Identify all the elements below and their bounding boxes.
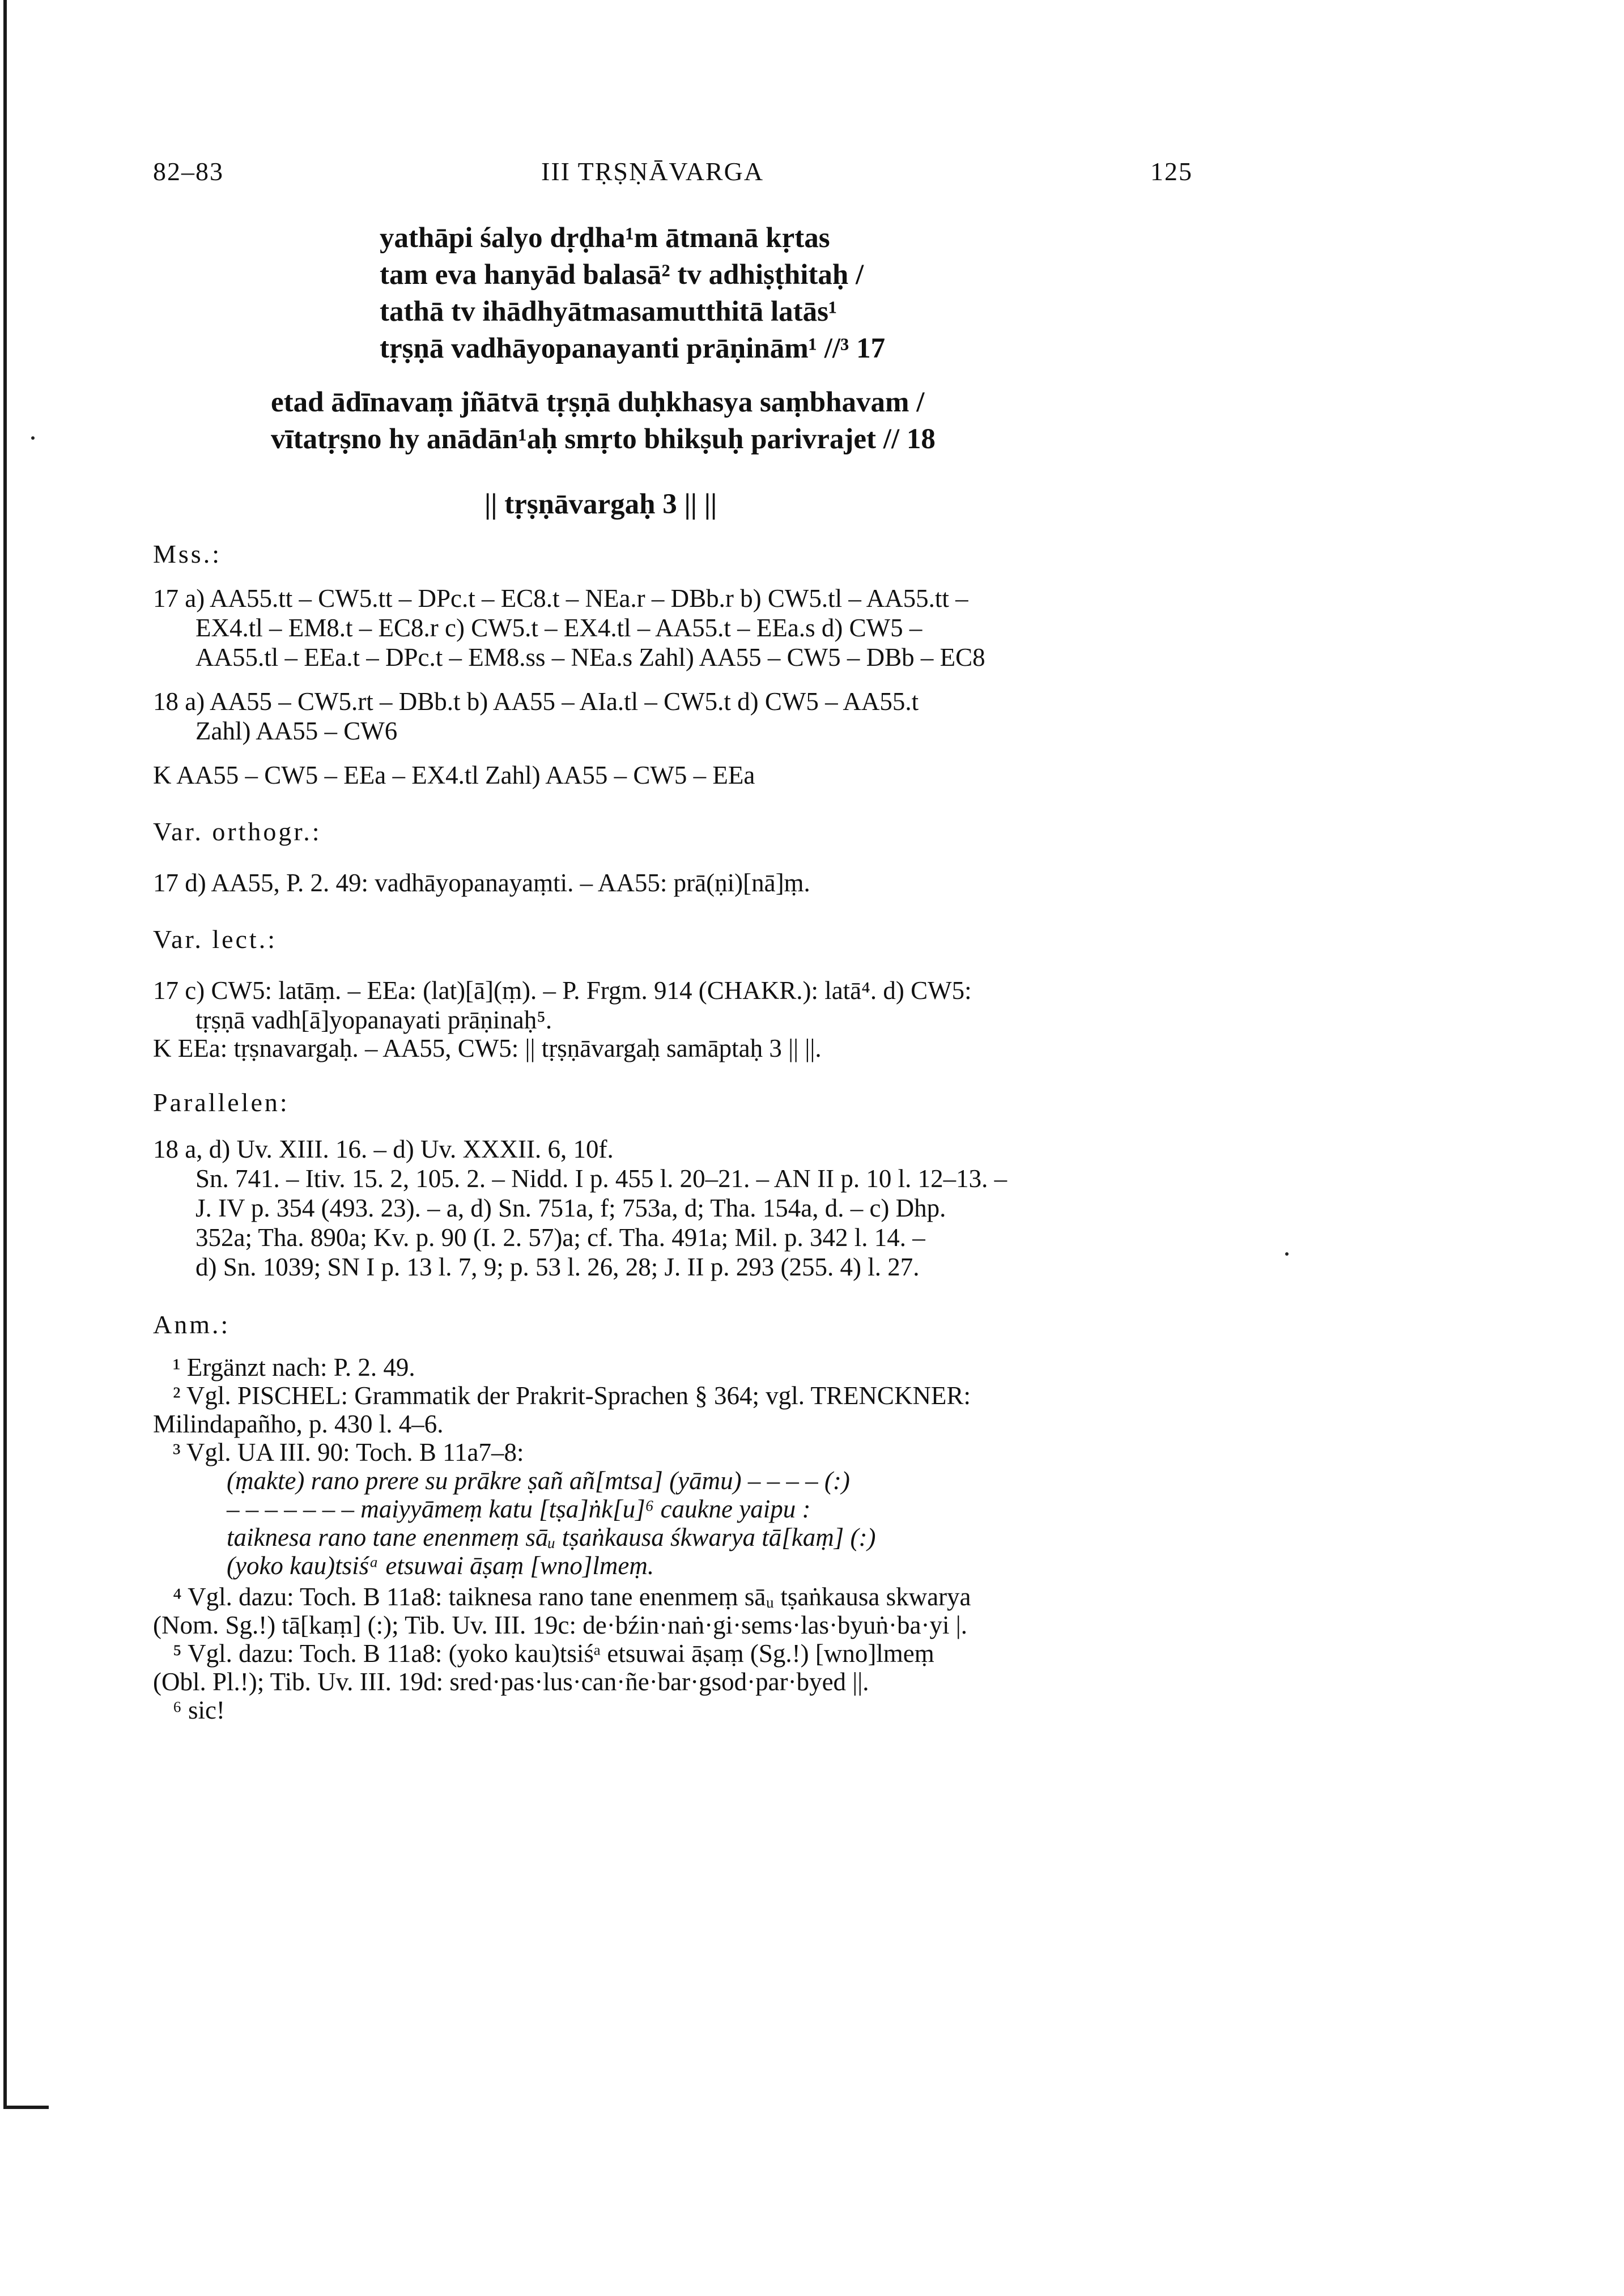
parallel-line: Sn. 741. – Itiv. 15. 2, 105. 2. – Nidd. I p. 455 l. 20–21. – AN II p. 10 l. 12–13. – xyxy=(195,1164,1007,1193)
note-line: ⁵ Vgl. dazu: Toch. B 11a8: (yoko kau)tsiśᵃ etsuwai āṣaṃ (Sg.!) [wno]lmeṃ xyxy=(173,1639,934,1668)
apparatus-line: 18 a) AA55 – CW5.rt – DBb.t b) AA55 – AIa.tl – CW5.t d) CW5 – AA55.t xyxy=(153,687,919,716)
apparatus-line: 17 c) CW5: latāṃ. – EEa: (lat)[ā](ṃ). – P. Frgm. 914 (CHAKR.): latā⁴. d) CW5: xyxy=(153,976,972,1005)
note-line: ³ Vgl. UA III. 90: Toch. B 11a7–8: xyxy=(173,1438,524,1466)
verse-line: tathā tv ihādhyātmasamutthitā latās¹ xyxy=(380,296,837,328)
note-line: (Obl. Pl.!); Tib. Uv. III. 19d: sred·pas·lus·can·ñe·bar·gsod·par·byed ||. xyxy=(153,1668,869,1696)
header-page-range: 82–83 xyxy=(153,157,224,186)
chapter-colophon: || tṛṣṇāvargaḥ 3 || || xyxy=(484,488,717,520)
scan-edge-line xyxy=(3,0,7,2108)
apparatus-line: tṛṣṇā vadh[ā]yopanayati prāṇinaḥ⁵. xyxy=(195,1006,552,1034)
verse-line: tam eva hanyād balasā² tv adhiṣṭhitaḥ / xyxy=(380,259,864,291)
tocharian-quote-line: taiknesa rano tane enenmeṃ sāᵤ tṣaṅkausa śkwarya tā[kaṃ] (:) xyxy=(227,1523,876,1551)
section-heading-lect: Var. lect.: xyxy=(153,925,277,954)
apparatus-line: 17 a) AA55.tt – CW5.tt – DPc.t – EC8.t – NEa.r – DBb.r b) CW5.tl – AA55.tt – xyxy=(153,584,968,613)
apparatus-line: EX4.tl – EM8.t – EC8.r c) CW5.t – EX4.tl – AA55.t – EEa.s d) CW5 – xyxy=(195,614,922,642)
verse-line: tṛṣṇā vadhāyopanayanti prāṇinām¹ //³ 17 xyxy=(380,333,886,364)
scan-speck xyxy=(31,436,35,440)
note-line: ² Vgl. PISCHEL: Grammatik der Prakrit-Sprachen § 364; vgl. TRENCKNER: xyxy=(173,1381,971,1410)
apparatus-line: K EEa: tṛṣnavargaḥ. – AA55, CW5: || tṛṣṇāvargaḥ samāptaḥ 3 || ||. xyxy=(153,1034,822,1062)
verse-line: vītatṛṣno hy anādān¹aḥ smṛto bhikṣuḥ parivrajet // 18 xyxy=(271,423,936,455)
parallel-line: 18 a, d) Uv. XIII. 16. – d) Uv. XXXII. 6, 10f. xyxy=(153,1135,614,1163)
apparatus-line: K AA55 – CW5 – EEa – EX4.tl Zahl) AA55 – CW5 – EEa xyxy=(153,761,755,789)
header-page-number: 125 xyxy=(1150,157,1193,186)
tocharian-quote-line: – – – – – – – maiyyāmeṃ katu [tṣa]ṅk[u]⁶ caukne yaipu : xyxy=(227,1495,811,1523)
verse-line: yathāpi śalyo dṛḍha¹m ātmanā kṛtas xyxy=(380,222,830,254)
scan-edge-foot xyxy=(3,2106,49,2109)
note-line: ¹ Ergänzt nach: P. 2. 49. xyxy=(173,1353,415,1381)
parallel-line: J. IV p. 354 (493. 23). – a, d) Sn. 751a, f; 753a, d; Tha. 154a, d. – c) Dhp. xyxy=(195,1194,946,1222)
tocharian-quote-line: (ṃakte) rano prere su prākre ṣañ añ[mtsa] (yāmu) – – – – (:) xyxy=(227,1466,850,1495)
verse-line: etad ādīnavaṃ jñātvā tṛṣṇā duḥkhasya saṃbhavam / xyxy=(271,386,925,418)
apparatus-line: 17 d) AA55, P. 2. 49: vadhāyopanayaṃti. – AA55: prā(ṇi)[nā]ṃ. xyxy=(153,869,810,897)
section-heading-mss: Mss.: xyxy=(153,539,222,568)
apparatus-line: AA55.tl – EEa.t – DPc.t – EM8.ss – NEa.s Zahl) AA55 – CW5 – DBb – EC8 xyxy=(195,643,985,671)
parallel-line: 352a; Tha. 890a; Kv. p. 90 (I. 2. 57)a; cf. Tha. 491a; Mil. p. 342 l. 14. – xyxy=(195,1223,925,1252)
note-line: ⁴ Vgl. dazu: Toch. B 11a8: taiknesa rano tane enenmeṃ sāᵤ tṣaṅkausa skwarya xyxy=(173,1583,971,1611)
apparatus-line: Zahl) AA55 – CW6 xyxy=(195,717,398,745)
tocharian-quote-line: (yoko kau)tsiśᵃ etsuwai āṣaṃ [wno]lmeṃ. xyxy=(227,1551,654,1580)
section-heading-orthogr: Var. orthogr.: xyxy=(153,817,322,846)
note-line: ⁶ sic! xyxy=(173,1696,225,1724)
parallel-line: d) Sn. 1039; SN I p. 13 l. 7, 9; p. 53 l. 26, 28; J. II p. 293 (255. 4) l. 27. xyxy=(195,1253,920,1281)
note-line: Milindapañho, p. 430 l. 4–6. xyxy=(153,1410,444,1438)
section-heading-anm: Anm.: xyxy=(153,1310,231,1339)
scan-speck xyxy=(1285,1252,1289,1256)
section-heading-parallelen: Parallelen: xyxy=(153,1088,290,1117)
note-line: (Nom. Sg.!) tā[kaṃ] (:); Tib. Uv. III. 19c: de·bźin·naṅ·gi·sems·las·byuṅ·ba·yi |. xyxy=(153,1611,968,1639)
header-chapter-title: III TṚṢṆĀVARGA xyxy=(541,157,764,186)
